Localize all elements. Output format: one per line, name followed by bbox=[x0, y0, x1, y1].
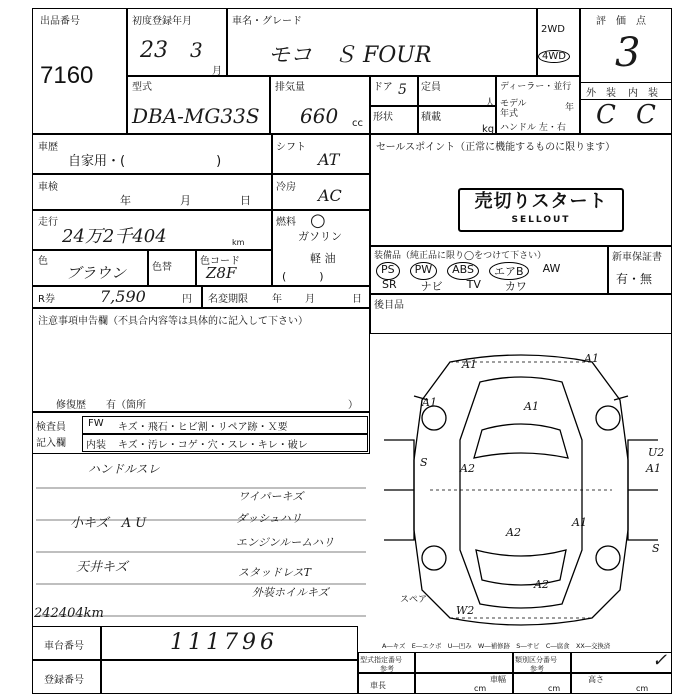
inspector-label1: 検査員 bbox=[36, 422, 66, 433]
mark-13: S bbox=[652, 542, 660, 555]
inspect-day: 日 bbox=[240, 194, 251, 207]
foot-grid-v3 bbox=[570, 652, 572, 694]
history-value: 自家用・( ) bbox=[68, 154, 222, 169]
reg-month-unit: 月 bbox=[212, 66, 222, 77]
inspector-label2: 記入欄 bbox=[36, 438, 66, 449]
mark-6: U2 bbox=[648, 446, 665, 459]
equip-ps: PS bbox=[376, 262, 400, 280]
ac-label: 冷房 bbox=[276, 182, 296, 193]
hw-right-1: ワイパーキズ bbox=[238, 490, 304, 503]
car-diagram bbox=[370, 340, 672, 630]
notes-repair: 修復歴 有（箇所 bbox=[56, 400, 146, 411]
disp-value: 660 bbox=[300, 104, 339, 128]
wheel-rear-left bbox=[422, 546, 446, 570]
disp-unit: cc bbox=[352, 118, 363, 129]
sales-label: セールスポイント（正常に機能するものに限ります） bbox=[376, 142, 616, 153]
hw-right-3: エンジンルームハリ bbox=[236, 536, 335, 549]
warranty-label: 新車保証書 bbox=[612, 252, 662, 263]
ac-value: AC bbox=[318, 186, 342, 205]
warranty-value: 有・無 bbox=[616, 272, 653, 286]
foot-len: 車長 bbox=[370, 681, 386, 690]
inspect-month: 月 bbox=[180, 194, 191, 207]
stamp-sub: SELLOUT bbox=[511, 215, 571, 225]
mileage-value: 24万2千404 bbox=[62, 226, 167, 247]
shift-value: AT bbox=[318, 150, 340, 169]
color-code-value: Z8F bbox=[206, 264, 237, 282]
chassis-label: 車台番号 bbox=[44, 641, 84, 652]
mark-8: A1 bbox=[572, 516, 587, 529]
shape-label: 形状 bbox=[373, 112, 393, 123]
recycle-value: 7,590 bbox=[100, 287, 146, 306]
mark-4: A1 bbox=[524, 400, 539, 413]
foot-grid-v2 bbox=[512, 652, 514, 694]
door-value: 5 bbox=[398, 82, 407, 98]
stamp-main: 売切りスタート bbox=[474, 191, 608, 212]
damage-legend: A―キズ E―エクボ U―凹み W―補修跡 S―サビ C―腐食 XX―交換済 bbox=[382, 642, 611, 650]
foot-len-cm: cm bbox=[474, 684, 487, 693]
mark-9: A2 bbox=[506, 526, 521, 539]
foot-wid: 車幅 bbox=[490, 675, 506, 684]
load-label: 積載 bbox=[421, 112, 441, 123]
drive-cell bbox=[537, 8, 580, 76]
car-windshield bbox=[474, 424, 568, 458]
hw-left-4: 242404km bbox=[34, 606, 104, 621]
score-int: C bbox=[636, 100, 656, 130]
cap-unit: 人 bbox=[485, 98, 495, 109]
name-label: 車名・グレード bbox=[232, 16, 302, 27]
fuel-label: 燃料 bbox=[276, 217, 296, 228]
wheel-front-right bbox=[596, 406, 620, 430]
fw-text: キズ・飛石・ヒビ割・リペア跡・Ｘ要 bbox=[118, 422, 288, 433]
hw-left-1: ハンドルスレ bbox=[88, 462, 160, 476]
foot-hei: 高さ bbox=[588, 675, 604, 684]
dealer-line4: ハンドル 左・右 bbox=[500, 123, 566, 133]
car-cabin-outline bbox=[460, 377, 582, 608]
chassis-value: 111796 bbox=[170, 630, 278, 655]
rearseat-label: 後目品 bbox=[374, 300, 404, 311]
drive-2wd: 2WD bbox=[541, 24, 565, 35]
disp-label: 排気量 bbox=[275, 82, 305, 93]
color-change-label: 色替 bbox=[152, 262, 172, 273]
namechange-label: 名変期限 bbox=[208, 294, 248, 305]
equip-label: 装備品（純正品に限り◯をつけて下さい） bbox=[374, 251, 547, 261]
equip-tv: TV bbox=[466, 278, 481, 291]
fuel-opt1: ガソリン bbox=[298, 230, 342, 243]
foot-grid-mid bbox=[358, 672, 672, 674]
model-value: DBA-MG33S bbox=[132, 104, 260, 128]
equip-navi: ナビ bbox=[420, 280, 443, 293]
drive-4wd: 4WD bbox=[538, 50, 570, 63]
mark-7: A1 bbox=[646, 462, 661, 475]
equip-leather: カワ bbox=[504, 280, 527, 293]
mark-10: S bbox=[420, 456, 428, 469]
fuel-opt3: ( ) bbox=[282, 270, 324, 283]
mark-5: A2 bbox=[460, 462, 475, 475]
hw-right-4: スタッドレスT bbox=[238, 566, 312, 579]
namechange-year: 年 bbox=[272, 294, 282, 305]
wheel-rear-right bbox=[596, 546, 620, 570]
color-code-label: 色コード bbox=[200, 256, 240, 267]
hw-left-3: 天井キズ bbox=[76, 560, 128, 575]
equip-aw: AW bbox=[542, 262, 561, 275]
interior-text: キズ・汚レ・コゲ・穴・スレ・キレ・破レ bbox=[118, 440, 308, 451]
dealer-line1: ディーラー・並行 bbox=[500, 82, 572, 92]
score-int-label: 内 装 bbox=[628, 88, 658, 99]
color-value: ブラウン bbox=[66, 264, 127, 282]
dealer-nen: 年 bbox=[565, 103, 575, 113]
inspect-year: 年 bbox=[120, 194, 131, 207]
mark-11: A2 bbox=[534, 578, 549, 591]
mark-12: W2 bbox=[456, 604, 475, 617]
notes-repair-end: ） bbox=[348, 400, 358, 411]
fuel-opt2: 軽 油 bbox=[310, 252, 336, 265]
equip-airbag: エアB bbox=[489, 262, 529, 280]
car-rear-window bbox=[476, 550, 566, 585]
foot-hei-cm: cm bbox=[636, 684, 649, 693]
foot-c1: 型式指定番号 bbox=[360, 656, 402, 664]
fuel-circle-mark: ○ bbox=[310, 210, 326, 231]
foot-c2: 類別区分番号 bbox=[515, 656, 557, 664]
color-label: 色 bbox=[38, 256, 48, 267]
mark-2: A1 bbox=[584, 352, 599, 365]
lot-label: 出品番号 bbox=[40, 16, 80, 27]
reg-month: 3 bbox=[190, 38, 203, 62]
equip-abs: ABS bbox=[447, 262, 479, 280]
sellout-stamp bbox=[458, 188, 624, 232]
wheel-front-left bbox=[422, 406, 446, 430]
spare-label: スペア bbox=[400, 595, 428, 605]
recycle-unit: 円 bbox=[182, 294, 192, 305]
model-label: 型式 bbox=[132, 82, 152, 93]
fw-label: FW bbox=[88, 418, 104, 429]
dealer-line3: 年式 bbox=[500, 109, 519, 119]
mark-1: A1 bbox=[462, 358, 477, 371]
lot-number: 7160 bbox=[40, 62, 94, 89]
cap-label: 定員 bbox=[421, 82, 441, 93]
recycle-label: R券 bbox=[38, 294, 55, 305]
foot-grid-v1 bbox=[414, 652, 416, 694]
rearseat-cell bbox=[370, 294, 672, 334]
reg-label: 初度登録年月 bbox=[132, 16, 192, 27]
foot-c4: 参考 bbox=[530, 665, 544, 673]
score-label: 評 価 点 bbox=[596, 16, 646, 27]
reg-year: 23 bbox=[140, 38, 168, 63]
shift-label: シフト bbox=[276, 142, 306, 153]
mark-3: A1 bbox=[422, 396, 437, 409]
load-unit: kg bbox=[482, 124, 495, 135]
history-label: 車歴 bbox=[38, 142, 58, 153]
mileage-unit: km bbox=[232, 238, 245, 247]
inspect-label: 車検 bbox=[38, 182, 58, 193]
hw-left-2: 小キズ A U bbox=[70, 516, 147, 531]
interior-label: 内装 bbox=[86, 440, 106, 451]
score-value: 3 bbox=[615, 30, 641, 76]
mileage-label: 走行 bbox=[38, 217, 58, 228]
namechange-day: 日 bbox=[352, 294, 362, 305]
notes-label: 注意事項申告欄（不具合内容等は具体的に記入して下さい） bbox=[38, 316, 308, 327]
equip-row2 bbox=[382, 278, 527, 294]
hw-right-5: 外装ホイルキズ bbox=[252, 586, 329, 599]
score-ext-label: 外 装 bbox=[586, 88, 616, 99]
mirror-right bbox=[614, 396, 628, 400]
foot-c3: 参考 bbox=[380, 665, 394, 673]
dealer-line2: モデル bbox=[500, 99, 527, 109]
door-label: ドア bbox=[373, 82, 393, 93]
score-ext: C bbox=[596, 100, 616, 130]
foot-check-mark: ✓ bbox=[652, 650, 668, 671]
inspect-cell bbox=[32, 174, 272, 210]
hw-right-2: ダッシュハリ bbox=[236, 512, 302, 525]
name-value: モコ Ｓ FOUR bbox=[268, 43, 432, 68]
namechange-month: 月 bbox=[305, 294, 315, 305]
foot-wid-cm: cm bbox=[548, 684, 561, 693]
equip-pw: PW bbox=[410, 262, 438, 280]
regno-label: 登録番号 bbox=[44, 675, 84, 686]
equip-sr: SR bbox=[382, 278, 397, 291]
